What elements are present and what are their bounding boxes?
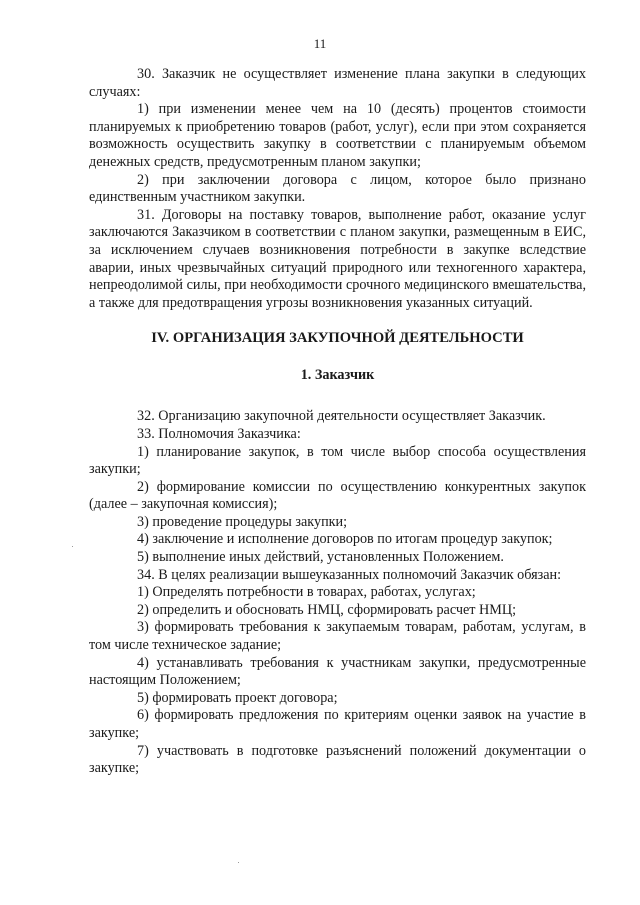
paragraph-31: 31. Договоры на поставку товаров, выполнение работ, оказание услуг заключаются Заказчиком в соответствии с планом закупки, размещенным в ЕИС, за исключением случаев возникновения потребности в закупке вследствие аварии, иных чрезвычайных ситуаций природного или техногенного характера, непреодолимой силы, при необходимости срочного медицинского вмешательства, а также для предотвращения угрозы возникновения указанных ситуаций. — [89, 206, 586, 311]
paragraph-34-item-6: 6) формировать предложения по критериям оценки заявок на участие в закупке; — [89, 707, 586, 741]
paragraph-33: 33. Полномочия Заказчика: — [137, 425, 301, 442]
scan-speck — [72, 546, 73, 547]
paragraph-34-item-4: 4) устанавливать требования к участникам закупки, предусмотренные настоящим Положением; — [89, 654, 586, 689]
paragraph-33-item-5: 5) выполнение иных действий, установленных Положением. — [137, 549, 504, 566]
paragraph-34-item-2: 2) определить и обосновать НМЦ, сформировать расчет НМЦ; — [137, 601, 517, 618]
document-body — [89, 66, 586, 778]
paragraph-33-item-3: 3) проведение процедуры закупки; — [137, 513, 348, 530]
scan-speck — [238, 862, 239, 863]
paragraph-33-item-1: 1) планирование закупок, в том числе выбор способа осуществления закупки; — [89, 443, 586, 478]
subsection-heading: 1. Заказчик — [300, 367, 375, 384]
paragraph-34-item-7: 7) участвовать в подготовке разъяснений положений документации о закупке; — [89, 742, 586, 777]
page-number: 11 — [313, 36, 327, 51]
paragraph-33-item-4: 4) заключение и исполнение договоров по итогам процедур закупок; — [137, 531, 553, 548]
paragraph-34-item-1: 1) Определять потребности в товарах, работах, услугах; — [137, 584, 476, 601]
paragraph-34-item-3: 3) формировать требования к закупаемым товарам, работам, услугам, в том числе техническое задание; — [89, 619, 586, 654]
section-heading: IV. ОРГАНИЗАЦИЯ ЗАКУПОЧНОЙ ДЕЯТЕЛЬНОСТИ — [151, 330, 524, 347]
paragraph-33-item-2: 2) формирование комиссии по осуществлению конкурентных закупок (далее – закупочная комиссия); — [89, 478, 586, 513]
paragraph-34: 34. В целях реализации вышеуказанных полномочий Заказчик обязан: — [137, 566, 562, 583]
paragraph-30: 30. Заказчик не осуществляет изменение плана закупки в следующих случаях: — [89, 66, 586, 100]
paragraph-30-item-1: 1) при изменении менее чем на 10 (десять) процентов стоимости планируемых к приобретению товаров (работ, услуг), если при этом сохраняется возможность осуществить закупку в соответствии с планируемым объемом денежных средств, предусмотренным планом закупки; — [89, 101, 586, 170]
paragraph-34-item-5: 5) формировать проект договора; — [137, 689, 338, 706]
paragraph-30-item-2: 2) при заключении договора с лицом, которое было признано единственным участником закупки. — [89, 171, 586, 206]
paragraph-32: 32. Организацию закупочной деятельности осуществляет Заказчик. — [137, 408, 546, 425]
